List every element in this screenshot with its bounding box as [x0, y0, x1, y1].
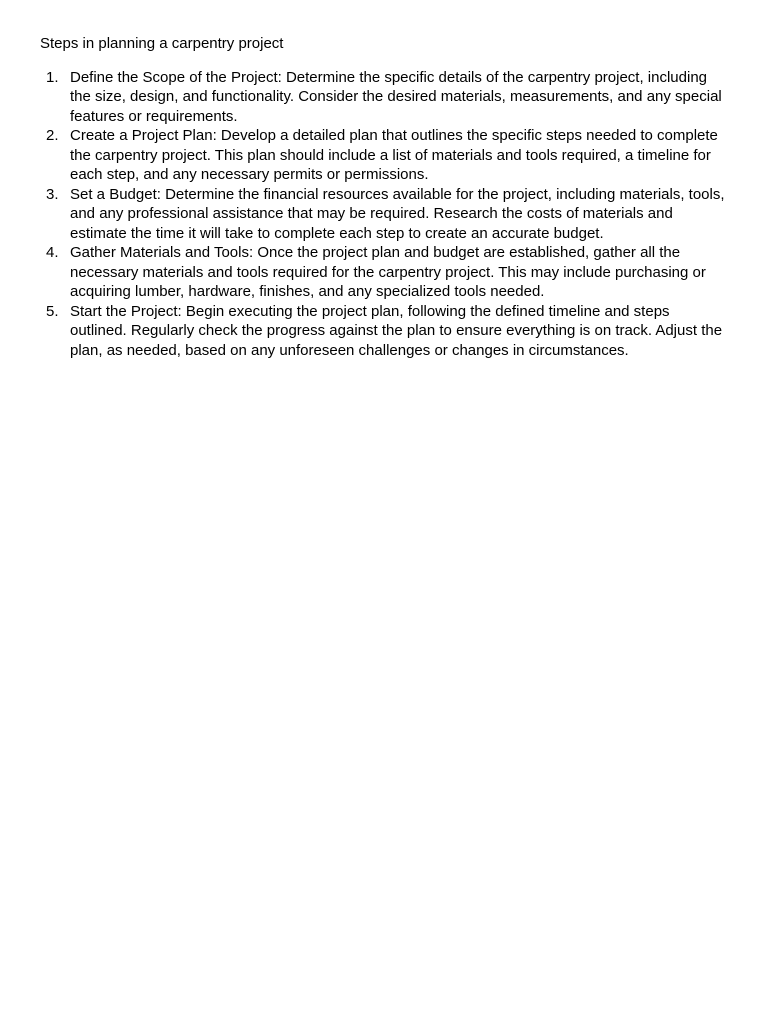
list-item: [40, 302, 728, 361]
step-text: Set a Budget: Determine the financial resources available for the project, including materials, tools, and any professional assistance that may be required. Research the costs of materials and estimate the time it will take to complete each step to create an accurate budget.: [70, 185, 725, 242]
step-number: 5.: [46, 302, 59, 320]
step-text: Define the Scope of the Project: Determine the specific details of the carpentry project, including the size, design, and functionality. Consider the desired materials, measurements, and any special features or requirements.: [70, 68, 722, 125]
list-item: [40, 243, 728, 302]
list-item: [40, 185, 728, 244]
list-item: [40, 68, 728, 127]
step-text: Create a Project Plan: Develop a detailed plan that outlines the specific steps needed to complete the carpentry project. This plan should include a list of materials and tools required, a timeline for each step, and any necessary permits or permissions.: [70, 127, 718, 183]
step-text: Start the Project: Begin executing the project plan, following the defined timeline and steps outlined. Regularly check the progress against the plan to ensure everything is on track. Adjust the plan, as needed, based on any unforeseen challenges or changes in circumstances.: [70, 302, 723, 359]
step-number: 4.: [46, 244, 59, 261]
steps-list: [40, 68, 728, 361]
list-item: [40, 126, 728, 185]
step-number: 3.: [46, 185, 59, 203]
step-number: 2.: [46, 127, 59, 144]
document-title: Steps in planning a carpentry project: [40, 35, 284, 52]
step-text: Gather Materials and Tools: Once the project plan and budget are established, gather all the necessary materials and tools required for the carpentry project. This may include purchasing or acquiring lumber, hardware, finishes, and any specialized tools needed.: [70, 244, 706, 300]
step-number: 1.: [46, 68, 59, 86]
